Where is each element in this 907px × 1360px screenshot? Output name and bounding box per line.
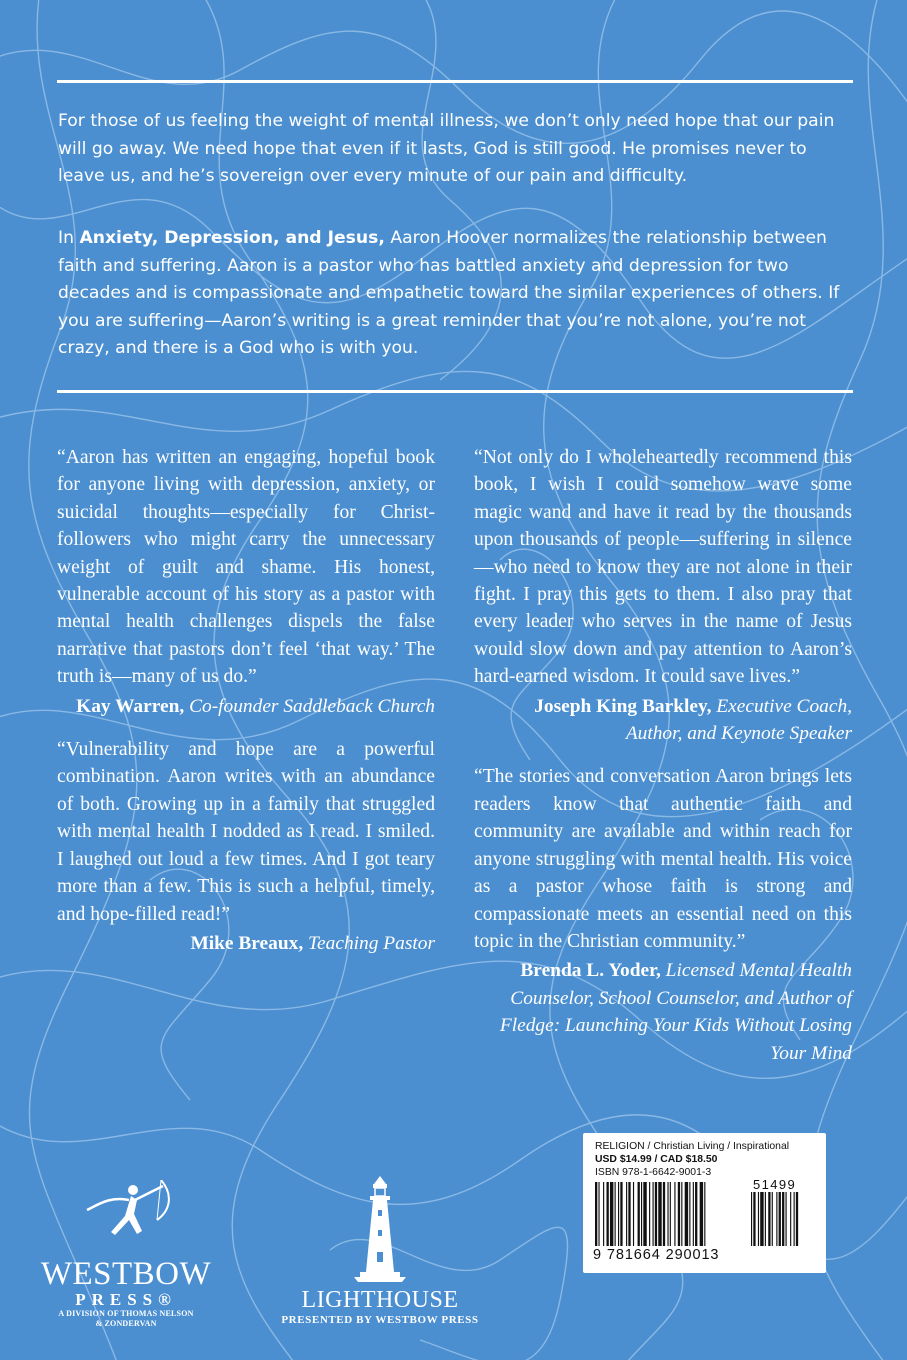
blurb-rest: Aaron Hoover normalizes the relationship between faith and suffering. Aaron is a pastor who has battled anxiety and depression for two decades and is compassionate and empathetic toward the similar experiences of others. If you are suffering—Aaron’s writing is a great reminder that you’re not alone, you’re not crazy, and there is a God who is with you.	[58, 228, 840, 358]
endorsement-attribution	[57, 930, 435, 957]
isbn-label: ISBN 978-1-6642-9001-3	[595, 1167, 712, 1178]
endorser-name: Kay Warren,	[76, 695, 185, 717]
barcode-digits: 9 781664 290013	[593, 1247, 720, 1263]
top-divider	[57, 80, 853, 83]
lighthouse-subtitle: PRESENTED BY WESTBOW PRESS	[281, 1314, 479, 1326]
barcode-box	[583, 1133, 826, 1273]
westbow-division-line1: A DIVISION OF THOMAS NELSON	[58, 1309, 194, 1318]
westbow-division-line2: & ZONDERVAN	[95, 1319, 157, 1328]
endorser-role: Co-founder Saddleback Church	[189, 695, 435, 717]
price-label: USD $14.99 / CAD $18.50	[595, 1154, 718, 1165]
westbow-name: WESTBOW	[40, 1256, 212, 1292]
blurb-paragraph-1: For those of us feeling the weight of mental illness, we don’t only need hope that our pain will go away. We need hope that even if it lasts, God is still good. He promises never to leave us, and he’s sovereign over every minute of our pain and difficulty.	[58, 111, 835, 186]
endorsement-quote: “Vulnerability and hope are a powerful combination. Aaron writes with an abundance of both. Growing up in a family that struggled with mental health I nodded as I read. I smiled. I laughed out loud a few times. And I got teary more than a few. This is such a helpful, timely, and hope-filled read!”	[57, 739, 435, 925]
endorser-role: Executive Coach, Author, and Keynote Speaker	[625, 695, 852, 745]
barcode-price-code: 51499	[753, 1177, 797, 1192]
endorser-name: Mike Breaux,	[190, 932, 304, 954]
endorsement-quote: “The stories and conversation Aaron brings lets readers know that authentic faith and community are available and within reach for anyone struggling with mental health. His voice as a pastor whose faith is strong and compassionate meets an essential need on this topic in the Christian community.”	[474, 766, 852, 952]
endorser-name: Joseph King Barkley,	[534, 695, 712, 717]
endorsements-right-column	[474, 444, 852, 1067]
westbow-press-logo	[36, 1180, 216, 1360]
blurb-prefix: In	[58, 228, 80, 248]
lighthouse-name: LIGHTHOUSE	[301, 1287, 459, 1313]
blurb-paragraph-2	[58, 225, 856, 363]
bisac-category: RELIGION / Christian Living / Inspirational	[595, 1141, 790, 1152]
lighthouse-icon	[350, 1174, 410, 1282]
endorsement-attribution	[474, 693, 852, 748]
barcode-bars	[593, 1182, 817, 1248]
endorsement-attribution	[57, 693, 435, 720]
middle-divider	[57, 390, 853, 393]
endorser-role: Teaching Pastor	[308, 932, 435, 954]
endorsement-quote: “Aaron has written an engaging, hopeful book for anyone living with depression, anxiety, or suicidal thoughts—especially for Christ-followers who might carry the unnecessary weight of guilt and shame. His honest, vulnerable account of his story as a pastor with mental health challenges dispels the false narrative that pastors don’t feel ‘that way.’ The truth is—many of us do.”	[57, 447, 435, 688]
endorser-name: Brenda L. Yoder,	[520, 960, 661, 982]
endorsement-quote: “Not only do I wholeheartedly recommend this book, I wish I could somehow wave some magic wand and have it read by the thousands upon thousands of people—suffering in silence—who need to know they are not alone in their fight. I pray this gets to them. I also pray that every leader who serves in the name of Jesus would slow down and pay attention to Aaron’s hard-earned wisdom. It could save lives.”	[474, 447, 852, 688]
westbow-press: PRESS®	[75, 1290, 177, 1309]
endorsements-left-column	[57, 444, 435, 957]
book-title: Anxiety, Depression, and Jesus,	[79, 228, 385, 248]
endorsement-attribution	[474, 957, 852, 1067]
archer-icon	[81, 1180, 171, 1246]
endorser-role: Licensed Mental Health Counselor, School Counselor, and Author of Fledge: Launching Your Kids Without Losing Your Mind	[499, 960, 852, 1064]
lighthouse-logo	[270, 1174, 490, 1354]
